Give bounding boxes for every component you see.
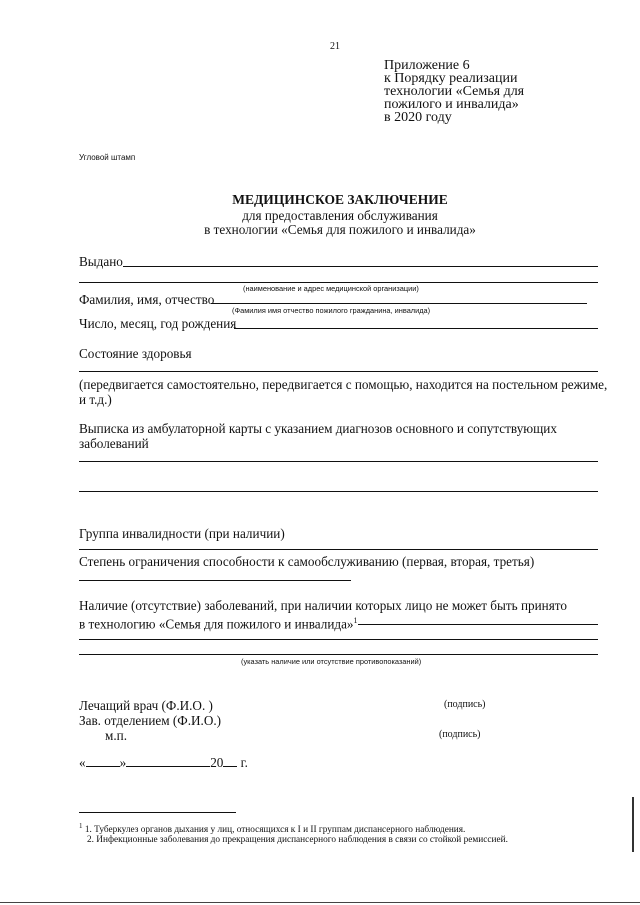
scan-edge-mark [632,797,634,852]
appendix-line-2: к Порядку реализации [384,71,518,86]
self-service-label: Степень ограничения способности к самообслуживанию (первая, вторая, третья) [79,554,535,569]
appendix-line-5: в 2020 году [384,110,452,125]
appendix-line-4: пожилого и инвалида» [384,97,519,112]
issued-hint: (наименование и адрес медицинской организации) [243,284,419,293]
extract-field-line-2[interactable] [79,491,598,492]
document-subtitle-1: для предоставления обслуживания [242,208,438,223]
fullname-hint: (Фамилия имя отчество пожилого гражданина, инвалида) [232,306,431,315]
self-service-field-line[interactable] [79,580,351,581]
footnote-separator [79,812,236,813]
head-signature-label: (подпись) [439,729,481,740]
diseases-label-text: в технологию «Семья для пожилого и инвалида» [79,616,354,632]
extract-label-line-1: Выписка из амбулаторной карты с указанием диагнозов основного и сопутствующих [79,421,557,436]
date-day-field[interactable] [86,755,120,767]
birthdate-field-line[interactable] [234,328,598,329]
document-subtitle-2: в технологии «Семья для пожилого и инвалида» [204,222,476,237]
diseases-footnote-marker: 1 [353,616,358,625]
doctor-signature-label: (подпись) [444,699,486,710]
date-open-quote: « [79,755,86,770]
date-line [79,755,248,770]
corner-stamp-label: Угловой штамп [79,153,136,162]
diseases-hint: (указать наличие или отсутствие противопоказаний) [241,657,422,666]
birthdate-label: Число, месяц, год рождения [79,316,237,331]
health-field-line[interactable] [79,371,598,372]
date-close-quote: » [119,755,127,770]
page-number: 21 [330,41,340,52]
health-note-line-1: (передвигается самостоятельно, передвигается с помощью, находится на постельном режиме, [79,377,608,392]
footnote-2: 2. Инфекционные заболевания до прекращения диспансерного наблюдения в связи со стойкой ремиссией. [87,835,508,845]
scan-bottom-edge [0,902,640,903]
disability-group-label: Группа инвалидности (при наличии) [79,526,285,541]
document-title: МЕДИЦИНСКОЕ ЗАКЛЮЧЕНИЕ [232,192,448,207]
diseases-field-line-3[interactable] [79,654,598,655]
appendix-line-1: Приложение 6 [384,58,470,73]
extract-field-line-1[interactable] [79,461,598,462]
appendix-block [384,59,524,124]
extract-label-line-2: заболеваний [79,436,149,451]
doctor-label: Лечащий врач (Ф.И.О. ) [79,698,213,713]
appendix-line-3: технологии «Семья для [384,84,525,99]
fullname-label: Фамилия, имя, отчество [79,292,215,307]
disability-group-field-line[interactable] [79,549,598,550]
diseases-field-line-1[interactable] [358,624,598,625]
issued-field-line[interactable] [123,266,598,267]
health-note-line-2: и т.д.) [79,392,112,407]
date-year-prefix: 20 [210,755,224,770]
issued-label: Выдано [79,254,123,269]
fullname-field-line[interactable] [211,303,587,304]
footnote-item-1: 1. Туберкулез органов дыхания у лиц, относящихся к I и II группам диспансерного наблюдения. [84,825,466,836]
head-of-department-label: Зав. отделением (Ф.И.О.) [79,713,222,728]
date-year-field[interactable] [223,755,237,767]
footnote-marker: 1 [79,822,83,830]
diseases-label-line-2 [79,613,358,631]
seal-label: м.п. [105,728,127,743]
date-year-suffix: г. [240,755,248,770]
date-month-field[interactable] [126,755,210,767]
health-label: Состояние здоровья [79,346,192,361]
diseases-label-line-1: Наличие (отсутствие) заболеваний, при наличии которых лицо не может быть принято [79,598,567,613]
diseases-field-line-2[interactable] [79,639,598,640]
issued-field-line-2[interactable] [79,282,598,283]
